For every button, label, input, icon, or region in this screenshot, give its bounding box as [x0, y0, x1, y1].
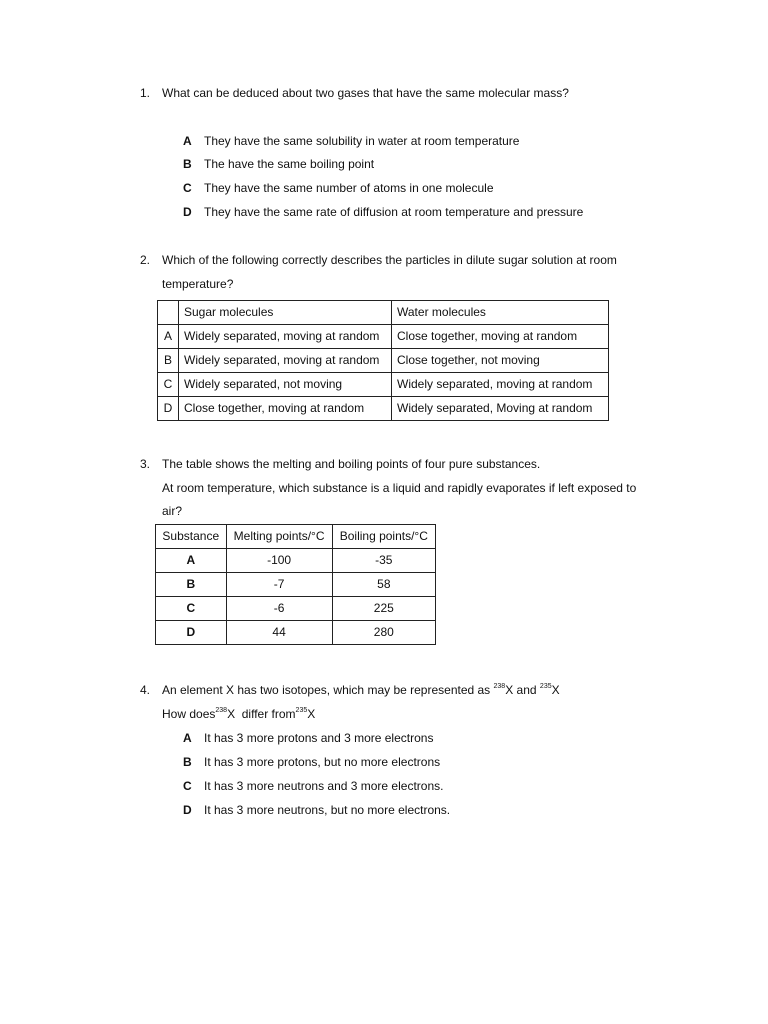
table-cell-sugar: Widely separated, moving at random: [179, 349, 392, 373]
q4-option-text: It has 3 more neutrons, but no more electrons.: [204, 803, 451, 817]
q4-number: 4.: [140, 683, 151, 697]
table-cell-boiling: -35: [332, 549, 435, 573]
table-header-row: [158, 301, 609, 325]
table-row: [156, 597, 436, 621]
q1-option-text: They have the same number of atoms in one molecule: [204, 181, 494, 195]
q1-option-letter: D: [183, 205, 192, 219]
q4-option-letter: C: [183, 779, 192, 793]
q1-number: 1.: [140, 86, 151, 100]
q3-table: [155, 524, 436, 645]
q4-option-text: It has 3 more protons, but no more electrons: [204, 755, 441, 769]
q1-option-text: They have the same rate of diffusion at room temperature and pressure: [204, 205, 584, 219]
table-cell-water: Widely separated, moving at random: [392, 373, 609, 397]
table-cell-sugar: Widely separated, not moving: [179, 373, 392, 397]
q4-option-letter: A: [183, 731, 192, 745]
q1-option-letter: B: [183, 157, 192, 171]
q4-text-line2: [162, 707, 315, 721]
q4-text-line1: [162, 683, 560, 697]
table-row: [156, 549, 436, 573]
q4-line2-middle: differ from: [241, 707, 296, 721]
isotope-symbol: X: [551, 683, 560, 697]
q4-option-text: It has 3 more neutrons and 3 more electrons.: [204, 779, 444, 793]
q4-line1-prefix: An element X has two isotopes, which may be represented as: [162, 683, 494, 697]
table-cell-melting: -6: [226, 597, 332, 621]
q2-number: 2.: [140, 253, 151, 267]
table-row: [158, 397, 609, 421]
table-cell-letter: C: [158, 373, 179, 397]
table-row: [156, 621, 436, 645]
table-cell-boiling: 225: [332, 597, 435, 621]
isotope-symbol: X: [505, 683, 514, 697]
table-cell-water: Close together, moving at random: [392, 325, 609, 349]
q2-table: [157, 300, 609, 421]
table-cell-water: Close together, not moving: [392, 349, 609, 373]
q1-option-text: The have the same boiling point: [204, 157, 375, 171]
table-cell-substance: D: [156, 621, 227, 645]
isotope-235-mass: 235: [295, 707, 308, 714]
table-cell-melting: 44: [226, 621, 332, 645]
q1-option-letter: C: [183, 181, 192, 195]
q4-option-letter: D: [183, 803, 192, 817]
table-header-sugar: Sugar molecules: [179, 301, 392, 325]
table-cell-substance: A: [156, 549, 227, 573]
table-row: [158, 373, 609, 397]
q4-option-text: It has 3 more protons and 3 more electrons: [204, 731, 434, 745]
isotope-symbol: X: [227, 707, 236, 721]
isotope-symbol: X: [307, 707, 316, 721]
isotope-238-mass: 238: [493, 683, 506, 690]
q3-number: 3.: [140, 457, 151, 471]
table-row: [158, 325, 609, 349]
q3-text-line2: At room temperature, which substance is a liquid and rapidly evaporates if left exposed to: [162, 481, 637, 495]
and-word: and: [513, 683, 540, 697]
table-cell-letter: D: [158, 397, 179, 421]
table-header-boiling: Boiling points/°C: [332, 525, 435, 549]
table-cell-substance: B: [156, 573, 227, 597]
table-header-melting: Melting points/°C: [226, 525, 332, 549]
table-cell-substance: C: [156, 597, 227, 621]
table-cell-sugar: Close together, moving at random: [179, 397, 392, 421]
table-cell-sugar: Widely separated, moving at random: [179, 325, 392, 349]
q1-option-text: They have the same solubility in water at room temperature: [204, 134, 520, 148]
table-row: [156, 573, 436, 597]
isotope-238-mass: 238: [215, 707, 228, 714]
q4-option-letter: B: [183, 755, 192, 769]
table-cell-melting: -7: [226, 573, 332, 597]
table-cell-boiling: 280: [332, 621, 435, 645]
q2-text-line1: Which of the following correctly describes the particles in dilute sugar solution at room: [162, 253, 617, 267]
table-header-row: [156, 525, 436, 549]
q2-text-line2: temperature?: [162, 277, 234, 291]
table-header-water: Water molecules: [392, 301, 609, 325]
q4-line2-prefix: How does: [162, 707, 216, 721]
table-cell-boiling: 58: [332, 573, 435, 597]
table-row: [158, 349, 609, 373]
q1-text: What can be deduced about two gases that have the same molecular mass?: [162, 86, 569, 100]
isotope-235-mass: 235: [539, 683, 552, 690]
table-cell-melting: -100: [226, 549, 332, 573]
q3-text-line3: air?: [162, 504, 183, 518]
q3-text-line1: The table shows the melting and boiling points of four pure substances.: [162, 457, 541, 471]
table-cell-letter: B: [158, 349, 179, 373]
table-cell-empty: [158, 301, 179, 325]
q1-option-letter: A: [183, 134, 192, 148]
table-cell-letter: A: [158, 325, 179, 349]
table-header-substance: Substance: [156, 525, 227, 549]
table-cell-water: Widely separated, Moving at random: [392, 397, 609, 421]
